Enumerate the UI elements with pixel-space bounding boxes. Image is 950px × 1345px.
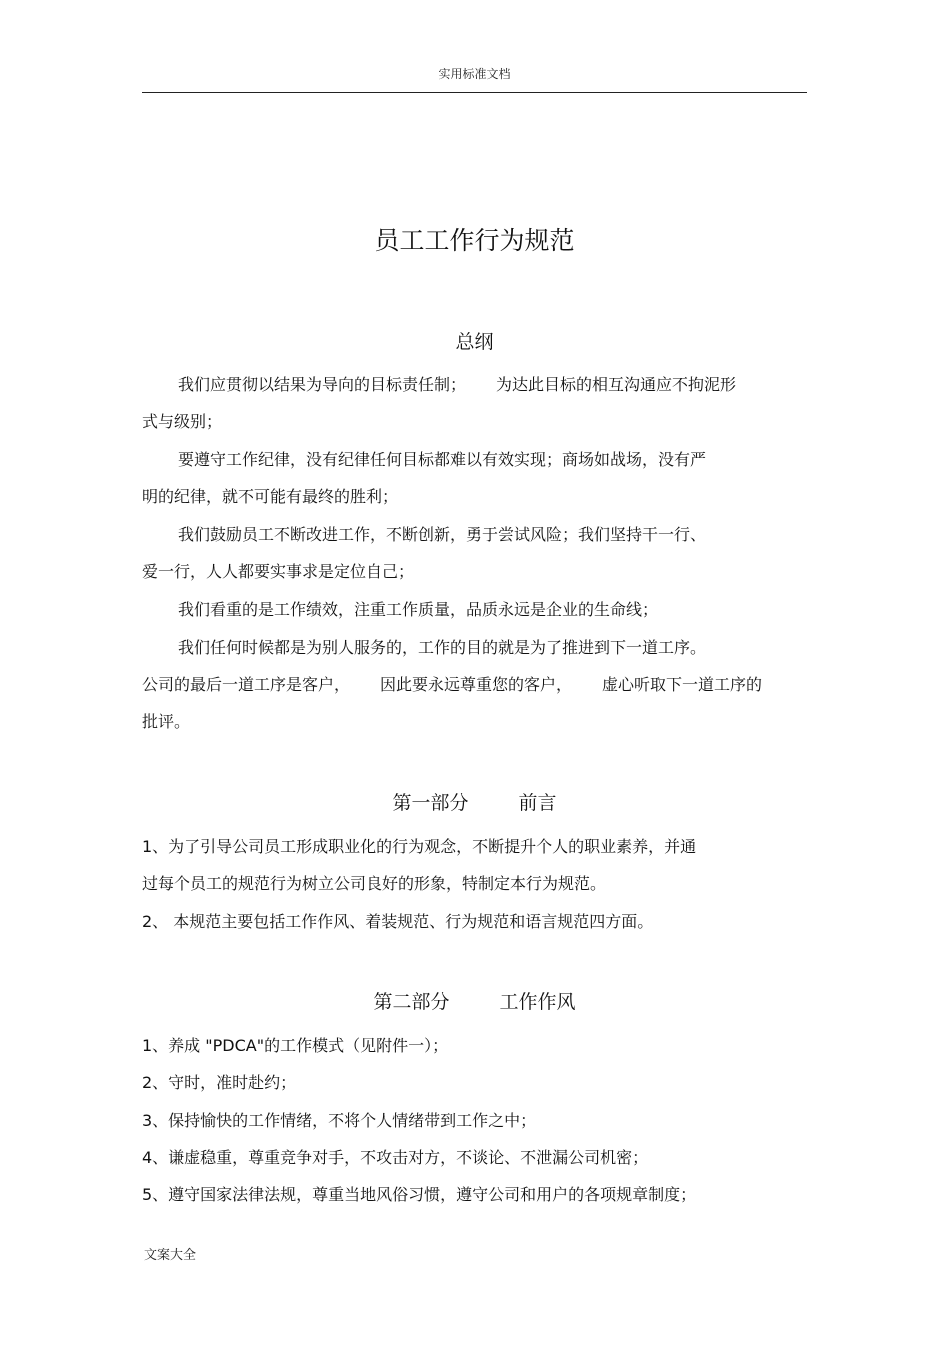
part1-item-1 xyxy=(142,828,802,902)
general-p2-line2: 明的纪律，就不可能有最终的胜利； xyxy=(142,487,399,506)
part2-item-3: 3、保持愉快的工作情绪，不将个人情绪带到工作之中； xyxy=(142,1111,537,1130)
part2-item-1: 1、养成 "PDCA"的工作模式（见附件一）； xyxy=(142,1036,449,1055)
general-paragraph-2 xyxy=(142,441,802,515)
part2-item-5: 5、遵守国家法律法规，尊重当地风俗习惯，遵守公司和用户的各项规章制度； xyxy=(142,1185,697,1204)
general-p4-line1: 我们看重的是工作绩效，注重工作质量，品质永远是企业的生命线； xyxy=(178,600,659,619)
general-paragraph-1 xyxy=(142,366,802,440)
part2-item-4: 4、谦虚稳重，尊重竞争对手，不攻击对方，不谈论、不泄漏公司机密； xyxy=(142,1148,649,1167)
general-p3-line1: 我们鼓励员工不断改进工作，不断创新，勇于尝试风险；我们坚持干一行、 xyxy=(178,525,707,544)
general-heading: 总纲 xyxy=(455,331,494,353)
part1-item-2: 2、 本规范主要包括工作作风、着装规范、行为规范和语言规范四方面。 xyxy=(142,912,654,931)
document-title: 员工工作行为规范 xyxy=(374,226,575,255)
general-p5-line2b: 因此要永远尊重您的客户， xyxy=(380,675,573,694)
general-p2-line1: 要遵守工作纪律，没有纪律任何目标都难以有效实现；商场如战场，没有严 xyxy=(178,450,707,469)
page-footer: 文案大全 xyxy=(144,1248,197,1263)
general-paragraph-4 xyxy=(142,591,802,628)
general-p5-line2c: 虚心听取下一道工序的 xyxy=(602,675,763,694)
general-paragraph-3 xyxy=(142,516,802,590)
general-p5-line3: 批评。 xyxy=(142,712,191,731)
part2-heading xyxy=(142,988,807,1016)
part1-item1-line2: 过每个员工的规范行为树立公司良好的形象，特制定本行为规范。 xyxy=(142,874,607,893)
part2-heading-part: 第二部分 xyxy=(373,991,450,1013)
general-p1-line1b: 为达此目标的相互沟通应不拘泥形 xyxy=(496,375,737,394)
part1-heading-name: 前言 xyxy=(518,792,557,814)
general-p3-line2: 爱一行，人人都要实事求是定位自己； xyxy=(142,562,415,581)
part1-item1-line1: 1、为了引导公司员工形成职业化的行为观念，不断提升个人的职业素养，并通 xyxy=(142,837,697,856)
page-header xyxy=(142,64,807,93)
general-p5-line1: 我们任何时候都是为别人服务的，工作的目的就是为了推进到下一道工序。 xyxy=(178,638,707,657)
general-paragraph-5 xyxy=(142,629,802,740)
general-p1-line2: 式与级别； xyxy=(142,412,223,431)
part1-heading-part: 第一部分 xyxy=(392,792,469,814)
part2-heading-name: 工作作风 xyxy=(499,991,576,1013)
general-p1-line1a: 我们应贯彻以结果为导向的目标责任制； xyxy=(178,375,467,394)
header-text: 实用标准文档 xyxy=(438,67,511,81)
part1-heading xyxy=(142,789,807,817)
part2-item-2: 2、守时，准时赴约； xyxy=(142,1073,297,1092)
general-p5-line2a: 公司的最后一道工序是客户， xyxy=(142,675,351,694)
